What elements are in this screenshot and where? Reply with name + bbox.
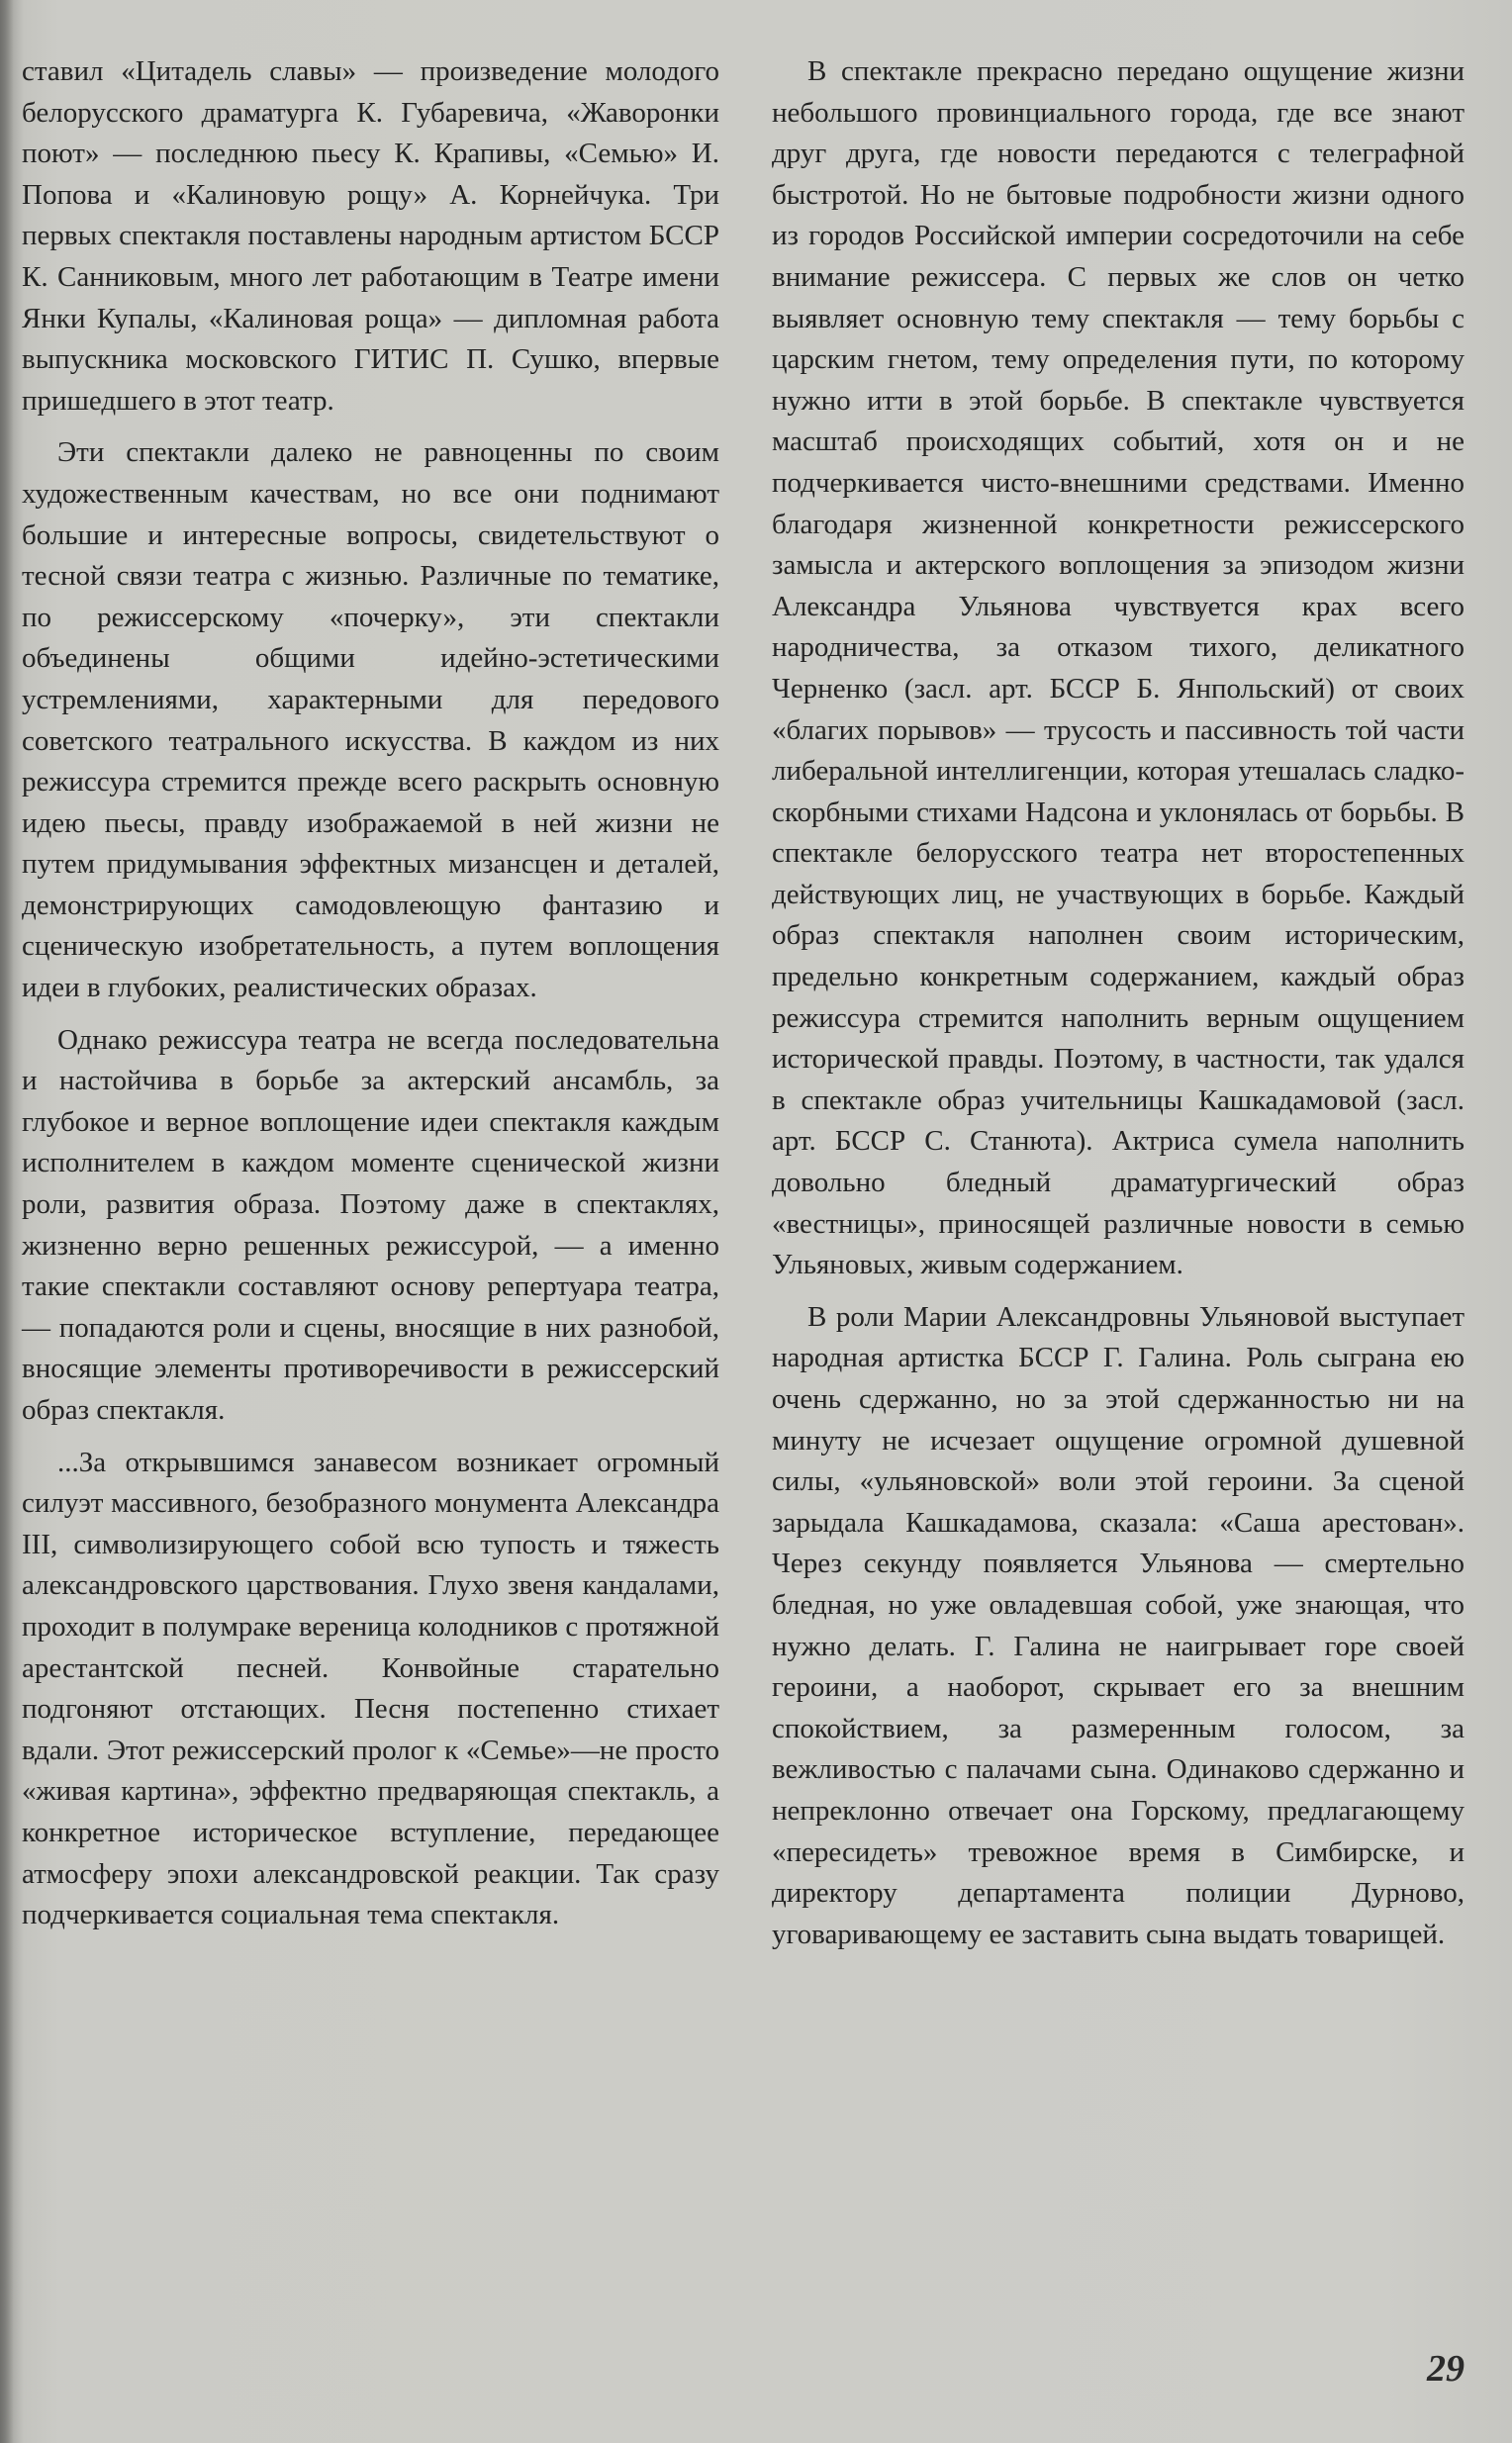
binding-shadow (0, 0, 14, 2443)
paragraph: В спектакле прекрасно передано ощущение жизни небольшого провинциального города, где все знают друг друга, где новости передаются с телеграфной быстротой. Но не бытовые подробности жизни одного из городов Российской империи сосредоточили на себе внимание режиссера. С первых же слов он четко выявляет основную тему спектакля — тему борьбы с царским гнетом, тему определения пути, по которому нужно итти в этой борьбе. В спектакле чувствуется масштаб происходящих событий, хотя он и не подчеркивается чисто-внешними средствами. Именно благодаря жизненной конкретности режиссерского замысла и актерского воплощения за эпизодом жизни Александра Ульянова чувствуется крах всего народничества, за отказом тихого, деликатного Черненко (засл. арт. БССР Б. Янпольский) от своих «благих порывов» — трусость и пассивность той части либеральной интеллигенции, которая утешалась сладко-скорбными стихами Надсона и уклонялась от борьбы. В спектакле белорусского театра нет второстепенных действующих лиц, не участвующих в борьбе. Каждый образ спектакля наполнен своим историческим, предельно конкретным содержанием, каждый образ режиссура стремится наполнить верным ощущением исторической правды. Поэтому, в частности, так удался в спектакле образ учительницы Кашкадамовой (засл. арт. БССР С. Станюта). Актриса сумела наполнить довольно бледный драматургический образ «вестницы», приносящей различные новости в семью Ульяновых, живым содержанием. (772, 55, 1465, 1281)
paragraph: ...За открывшимся занавесом возникает огромный силуэт массивного, безобразного монумента Александра III, символизирующего собой всю тупость и тяжесть александровского царствования. Глухо звеня кандалами, проходит в полумраке вереница колодников с протяжной арестантской песней. Конвойные старательно подгоняют отстающих. Песня постепенно стихает вдали. Этот режиссерский пролог к «Семье»—не просто «живая картина», эффектно предваряющая спектакль, а конкретное историческое вступление, передающее атмосферу эпохи александровской реакции. Так сразу подчеркивается социальная тема спектакля. (22, 1446, 719, 1931)
paragraph: ставил «Цитадель славы» — произведение молодого белорусского драматурга К. Губаревича, «Жаворонки поют» — последнюю пьесу К. Крапивы, «Семью» И. Попова и «Калиновую рощу» А. Корнейчука. Три первых спектакля поставлены народным артистом БССР К. Санниковым, много лет работающим в Театре имени Янки Купалы, «Калиновая роща» — дипломная работа выпускника московского ГИТИС П. Сушко, впервые пришедшего в этот театр. (22, 55, 719, 417)
left-column (22, 51, 719, 1947)
right-column (772, 51, 1465, 1966)
paragraph: В роли Марии Александровны Ульяновой выступает народная артистка БССР Г. Галина. Роль сыграна ею очень сдержанно, но за этой сдержанностью ни на минуту не исчезает ощущение огромной душевной силы, «ульяновской» воли этой героини. За сценой зарыдала Кашкадамова, сказала: «Саша арестован». Через секунду появляется Ульянова — смертельно бледная, но уже овладевшая собой, уже знающая, что нужно делать. Г. Галина не наигрывает горе своей героини, а наоборот, скрывает его за внешним спокойствием, за размеренным голосом, за вежливостью с палачами сына. Одинаково сдержанно и непреклонно отвечает она Горскому, предлагающему «пересидеть» тревожное время в Симбирске, и директору департамента полиции Дурново, уговаривающему ее заставить сына выдать товарищей. (772, 1300, 1465, 1950)
paragraph: Эти спектакли далеко не равноценны по своим художественным качествам, но все они поднимают большие и интересные вопросы, свидетельствуют о тесной связи театра с жизнью. Различные по тематике, по режиссерскому «почерку», эти спектакли объединены общими идейно-эстетическими устремлениями, характерными для передового советского театрального искусства. В каждом из них режиссура стремится прежде всего раскрыть основную идею пьесы, правду изображаемой в ней жизни не путем придумывания эффектных мизансцен и деталей, демонстрирующих самодовлеющую фантазию и сценическую изобретательность, а путем воплощения идеи в глубоких, реалистических образах. (22, 436, 719, 1004)
paragraph: Однако режиссура театра не всегда последовательна и настойчива в борьбе за актерский ансамбль, за глубокое и верное воплощение идеи спектакля каждым исполнителем в каждом моменте сценической жизни роли, развития образа. Поэтому даже в спектаклях, жизненно верно решенных режиссурой, — а именно такие спектакли составляют основу репертуара театра, — попадаются роли и сцены, вносящие в них разнобой, вносящие элементы противоречивости в режиссерский образ спектакля. (22, 1023, 719, 1426)
page-number: 29 (1427, 2348, 1465, 2390)
